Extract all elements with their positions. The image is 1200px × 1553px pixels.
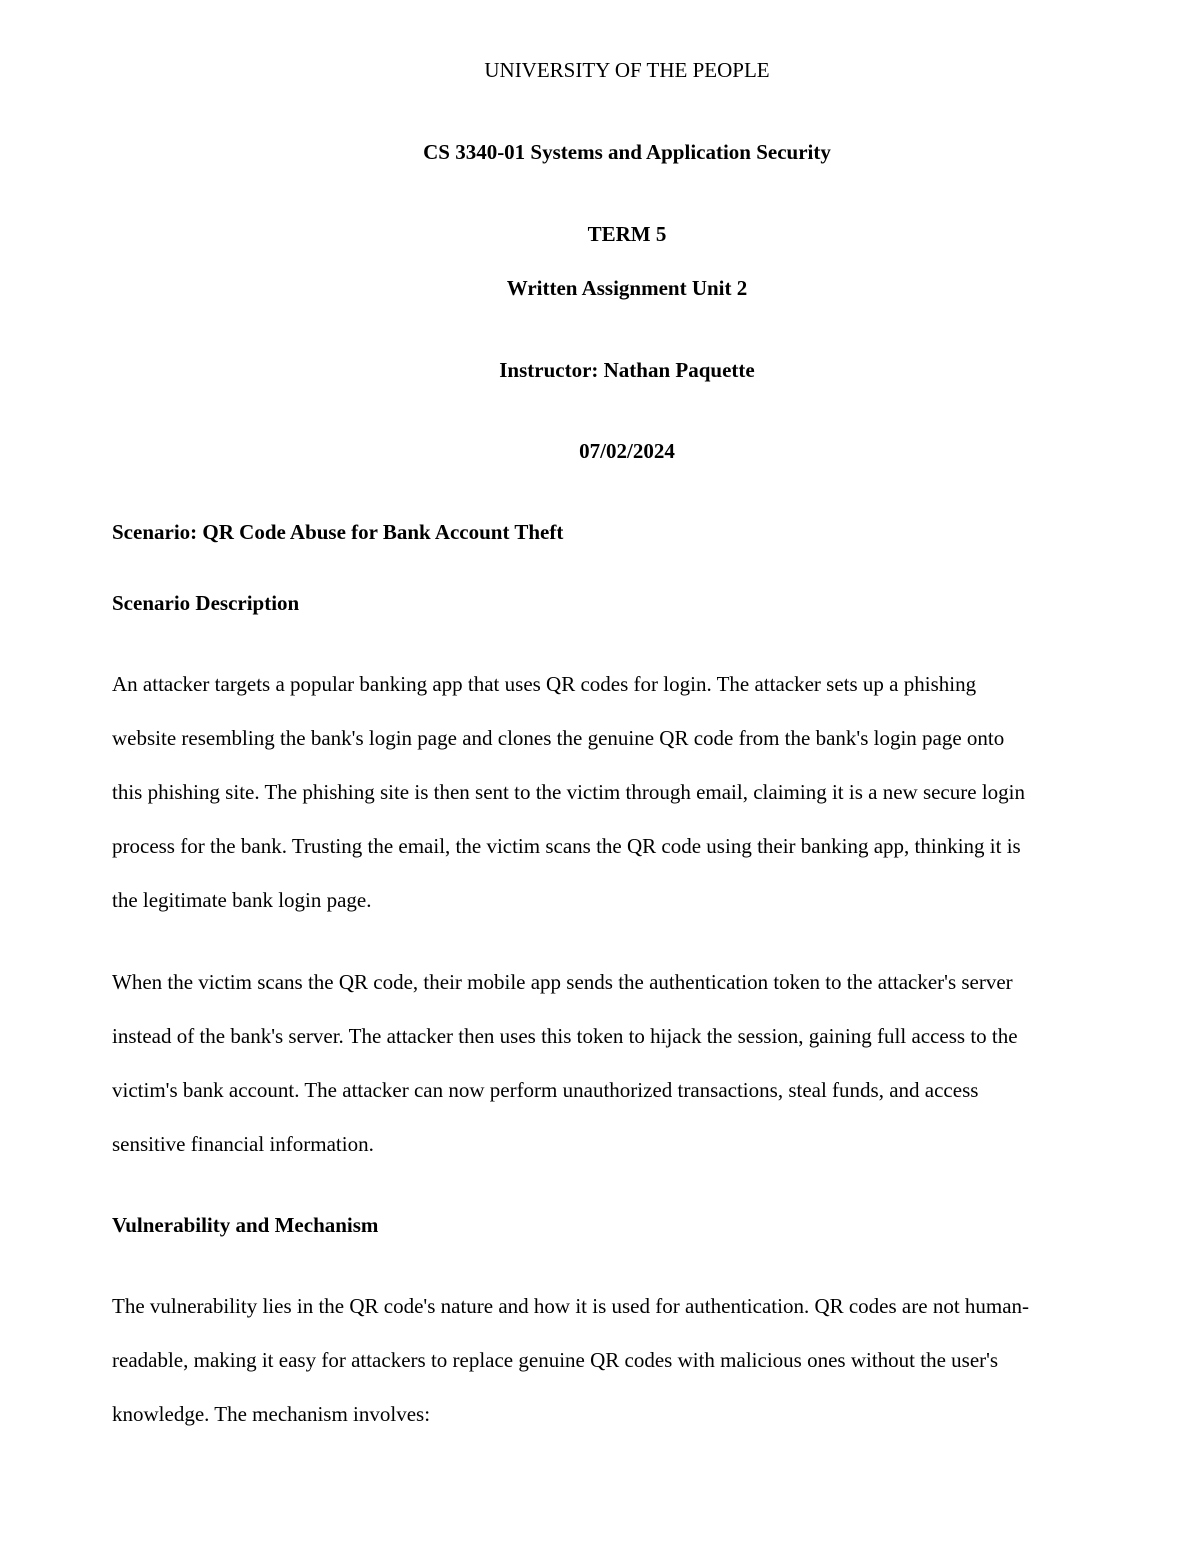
- paragraph-line: this phishing site. The phishing site is then sent to the victim through email, claiming it is a new secure login: [112, 780, 1025, 804]
- instructor-name: Instructor: Nathan Paquette: [499, 358, 755, 382]
- paragraph-line: readable, making it easy for attackers to replace genuine QR codes with malicious ones without the user's: [112, 1348, 999, 1372]
- paragraph-line: The vulnerability lies in the QR code's nature and how it is used for authentication. QR codes are not human-: [112, 1294, 1030, 1318]
- university-name: UNIVERSITY OF THE PEOPLE: [484, 58, 770, 82]
- paragraph-line: website resembling the bank's login page and clones the genuine QR code from the bank's login page onto: [112, 726, 1005, 750]
- paragraph-line: knowledge. The mechanism involves:: [112, 1402, 431, 1426]
- paragraph-line: process for the bank. Trusting the email, the victim scans the QR code using their banking app, thinking it is: [112, 834, 1021, 858]
- paragraph-line: instead of the bank's server. The attacker then uses this token to hijack the session, gaining full access to the: [112, 1024, 1018, 1048]
- term-label: TERM 5: [587, 222, 667, 246]
- section-heading: Scenario Description: [112, 591, 300, 615]
- paragraph-line: When the victim scans the QR code, their mobile app sends the authentication token to the attacker's server: [112, 970, 1013, 994]
- paragraph-line: sensitive financial information.: [112, 1132, 374, 1156]
- section-heading: Vulnerability and Mechanism: [112, 1213, 379, 1237]
- assignment-title: Written Assignment Unit 2: [506, 276, 748, 300]
- course-title: CS 3340-01 Systems and Application Security: [423, 140, 831, 164]
- paragraph-line: the legitimate bank login page.: [112, 888, 372, 912]
- paragraph-line: victim's bank account. The attacker can now perform unauthorized transactions, steal funds, and access: [112, 1078, 979, 1102]
- scenario-title: Scenario: QR Code Abuse for Bank Account Theft: [112, 520, 564, 544]
- document-date: 07/02/2024: [579, 439, 675, 463]
- paragraph-line: An attacker targets a popular banking app that uses QR codes for login. The attacker sets up a phishing: [112, 672, 977, 696]
